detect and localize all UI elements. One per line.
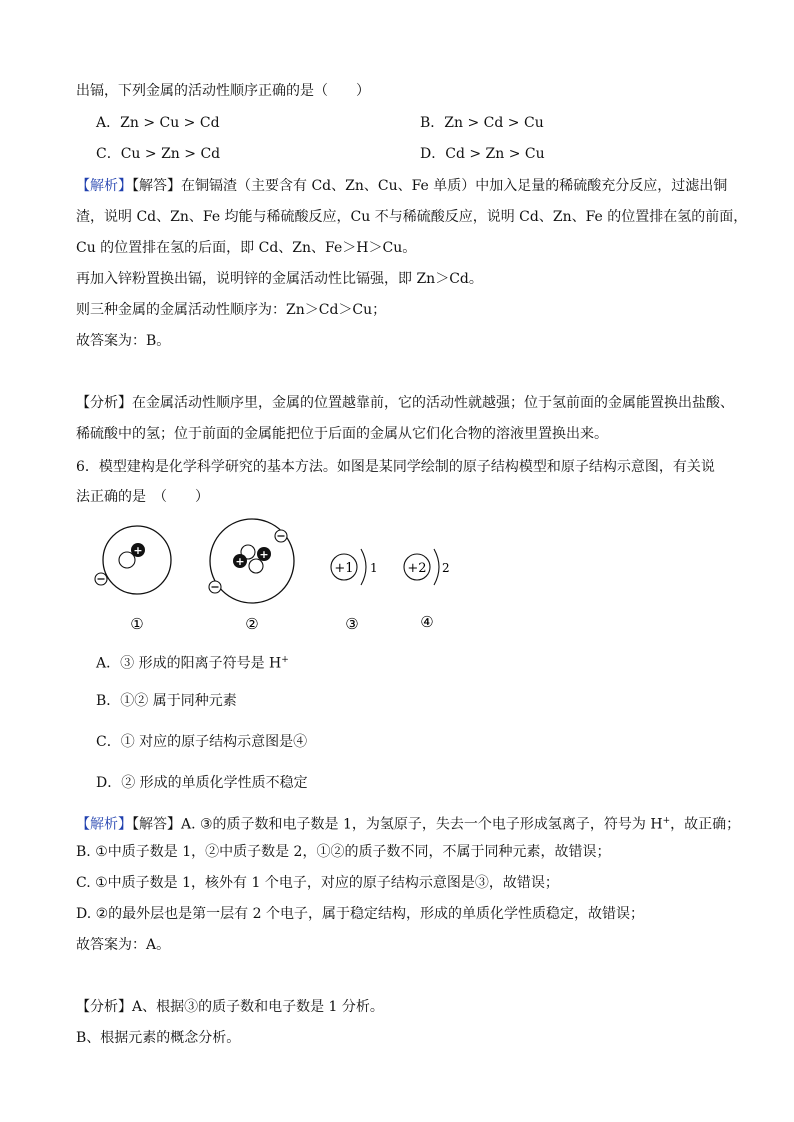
jiexi-tag: 【解析】 — [76, 178, 132, 194]
q6-analysis-line-1: 【分析】A、根据③的质子数和电子数是 1 分析。 — [76, 999, 384, 1015]
fenxi-tag: 【分析】 — [76, 999, 132, 1015]
q5-option-b: B．Zn > Cd > Cu — [420, 115, 544, 131]
diagram-label-3: ③ — [345, 615, 359, 633]
q5-option-c: C．Cu > Zn > Cd — [96, 146, 221, 162]
q6-answer-line-5: 故答案为：A。 — [76, 937, 171, 953]
q5-stem-tail: 出镉，下列金属的活动性顺序正确的是（ ） — [76, 83, 370, 99]
q5-answer-line-5: 则三种金属的金属活动性顺序为：Zn＞Cd＞Cu； — [76, 302, 387, 318]
q6-stem-line-1: 6．模型建构是化学科学研究的基本方法。如图是某同学绘制的原子结构模型和原子结构示意图，有关说 — [76, 459, 715, 475]
svg-text:+: + — [235, 555, 245, 568]
q6-answer-line-2: B. ①中质子数是 1，②中质子数是 2，①②的质子数不同，不属于同种元素，故错误； — [76, 844, 611, 860]
q5-option-d: D．Cd > Zn > Cu — [420, 146, 545, 162]
q6-answer-line-4: D. ②的最外层也是第一层有 2 个电子，属于稳定结构，形成的单质化学性质稳定，故错误； — [76, 906, 644, 922]
q5-analysis-line-1: 【分析】在金属活动性顺序里，金属的位置越靠前，它的活动性就越强；位于氢前面的金属能置换出盐酸、 — [76, 395, 734, 411]
q6-answer-line-3: C. ①中质子数是 1，核外有 1 个电子，对应的原子结构示意图是③，故错误； — [76, 875, 559, 891]
jiexi-tag: 【解析】 — [76, 816, 132, 833]
atom-model-2 — [209, 519, 294, 603]
q6-option-b: B．①② 属于同种元素 — [96, 693, 237, 709]
q5-answer-line-6: 故答案为：B。 — [76, 333, 171, 349]
q5-answer-line-3: Cu 的位置排在氢的后面，即 Cd、Zn、Fe＞H＞Cu。 — [76, 240, 417, 256]
svg-text:+1: +1 — [334, 561, 354, 576]
jieda-tag: 【解答】 — [132, 178, 181, 194]
atom-structure-diagrams — [80, 516, 460, 636]
atom-model-1 — [95, 526, 171, 594]
q5-answer-line-2: 渣，说明 Cd、Zn、Fe 均能与稀硫酸反应，Cu 不与稀硫酸反应，说明 Cd、Zn、Fe 的位置排在氢的前面， — [76, 209, 748, 225]
diagram-label-4: ④ — [420, 613, 434, 631]
fenxi-tag: 【分析】 — [76, 395, 132, 411]
q6-option-c: C．① 对应的原子结构示意图是④ — [96, 734, 308, 750]
q6-analysis-line-2: B、根据元素的概念分析。 — [76, 1030, 241, 1046]
q6-option-d: D．② 形成的单质化学性质不稳定 — [96, 775, 308, 791]
q6-answer-line-1: 【解析】【解答】A. ③的质子数和电子数是 1，为氢原子，失去一个电子形成氢离子，符号为 H+，故正确； — [76, 816, 741, 833]
diagram-label-1: ① — [130, 615, 144, 633]
q5-option-a: A．Zn > Cu > Cd — [96, 115, 220, 131]
svg-text:1: 1 — [370, 561, 378, 575]
q5-analysis-line-2: 稀硫酸中的氢；位于前面的金属能把位于后面的金属从它们化合物的溶液里置换出来。 — [76, 426, 608, 442]
q6-option-a: A．③ 形成的阳离子符号是 H+ — [96, 655, 289, 672]
svg-text:2: 2 — [442, 561, 450, 575]
q5-answer-line-4: 再加入锌粉置换出镉，说明锌的金属活动性比镉强，即 Zn＞Cd。 — [76, 271, 483, 287]
q5-answer-line-1: 【解析】【解答】在铜镉渣（主要含有 Cd、Zn、Cu、Fe 单质）中加入足量的稀硫酸充分反应，过滤出铜 — [76, 178, 728, 194]
svg-text:+: + — [133, 544, 143, 557]
svg-text:+2: +2 — [407, 561, 427, 576]
atom-structure-4 — [404, 549, 450, 585]
q6-stem-line-2: 法正确的是 （ ） — [76, 489, 209, 505]
diagram-label-2: ② — [245, 615, 259, 633]
svg-text:+: + — [259, 548, 269, 561]
jieda-tag: 【解答】 — [132, 816, 181, 833]
atom-structure-3 — [331, 549, 378, 585]
